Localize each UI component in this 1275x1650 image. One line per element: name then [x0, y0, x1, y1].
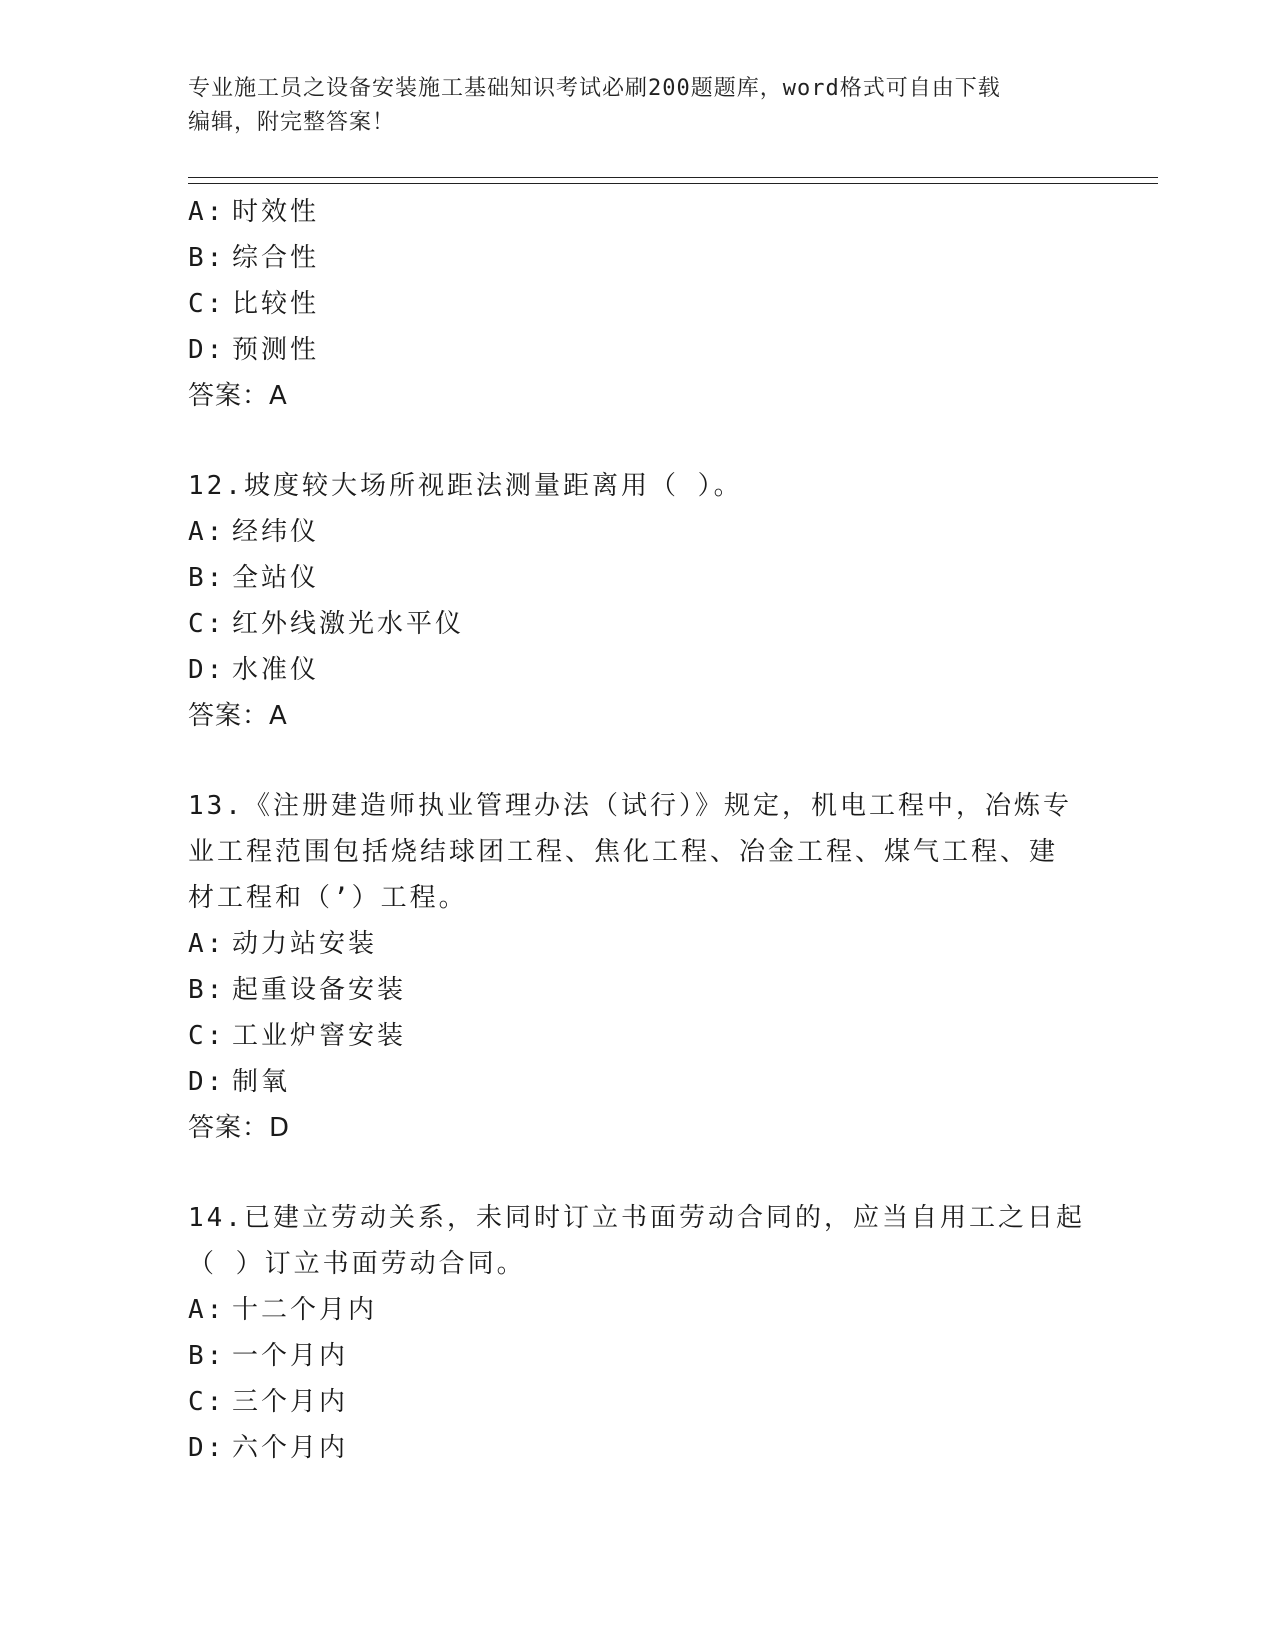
option-b: B: 综合性	[188, 243, 320, 273]
option-a: A: 经纬仪	[188, 517, 320, 547]
option-d: D: 预测性	[188, 335, 320, 365]
header-rule-bottom	[188, 183, 1158, 184]
header-rule-top	[188, 177, 1158, 178]
question-stem: 13.《注册建造师执业管理办法（试行）》规定，机电工程中，冶炼专	[188, 791, 1072, 821]
question-stem: 14.已建立劳动关系，未同时订立书面劳动合同的，应当自用工之日起	[188, 1203, 1085, 1233]
question-stem: 材工程和（’）工程。	[188, 883, 468, 913]
question-stem: （ ）订立书面劳动合同。	[188, 1249, 526, 1279]
answer: 答案：A	[188, 701, 288, 731]
option-b: B: 一个月内	[188, 1341, 349, 1371]
question-11	[188, 189, 1088, 419]
option-d: D: 制氧	[188, 1067, 291, 1097]
question-12	[188, 463, 1088, 739]
option-a: A: 十二个月内	[188, 1295, 378, 1325]
option-b: B: 起重设备安装	[188, 975, 407, 1005]
header-line-1: 专业施工员之设备安装施工基础知识考试必刷200题题库，word格式可自由下载	[188, 76, 1001, 101]
option-c: C: 工业炉窨安装	[188, 1021, 407, 1051]
question-14	[188, 1195, 1088, 1471]
option-c: C: 比较性	[188, 289, 320, 319]
document-header	[188, 72, 1088, 140]
question-13	[188, 783, 1088, 1151]
option-a: A: 时效性	[188, 197, 320, 227]
answer: 答案：A	[188, 381, 288, 411]
option-c: C: 红外线激光水平仪	[188, 609, 465, 639]
question-list	[188, 189, 1088, 1471]
option-d: D: 六个月内	[188, 1433, 349, 1463]
option-c: C: 三个月内	[188, 1387, 349, 1417]
option-b: B: 全站仪	[188, 563, 320, 593]
option-d: D: 水准仪	[188, 655, 320, 685]
answer: 答案：D	[188, 1113, 291, 1143]
option-a: A: 动力站安装	[188, 929, 378, 959]
question-stem: 12.坡度较大场所视距法测量距离用（ ）。	[188, 471, 743, 501]
header-line-2: 编辑，附完整答案！	[188, 110, 396, 135]
question-stem: 业工程范围包括烧结球团工程、焦化工程、冶金工程、煤气工程、建	[188, 837, 1059, 867]
